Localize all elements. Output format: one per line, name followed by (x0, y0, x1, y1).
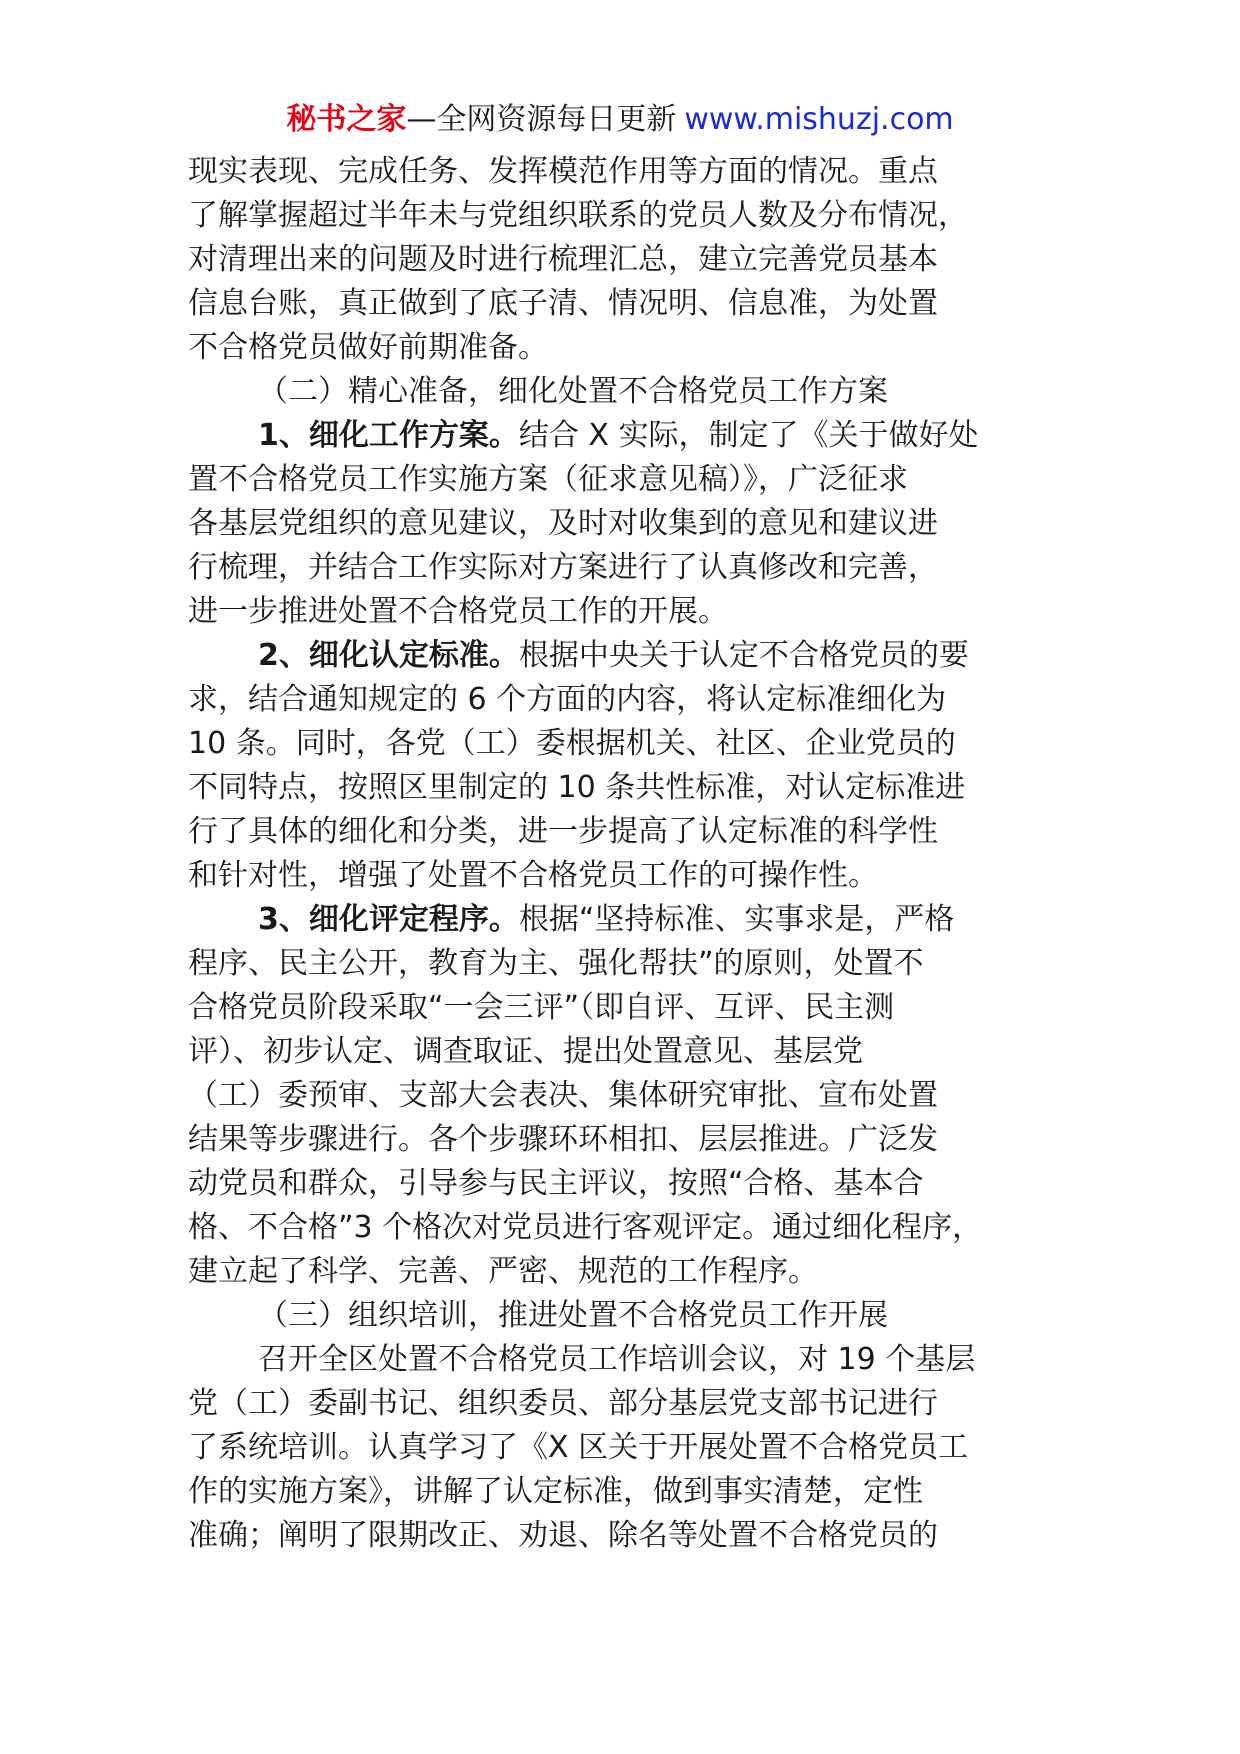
body-line: 评）、初步认定、调查取证、提出处置意见、基层党 (188, 1034, 863, 1069)
body-line: 对清理出来的问题及时进行梳理汇总，建立完善党员基本 (188, 242, 938, 277)
subsection-title: 2、细化认定标准。 (258, 638, 519, 673)
body-line: 合格党员阶段采取“一会三评”（即自评、互评、民主测 (188, 990, 895, 1025)
body-line: 准确；阐明了限期改正、劝退、除名等处置不合格党员的 (188, 1518, 938, 1553)
body-line: 行梳理，并结合工作实际对方案进行了认真修改和完善， (188, 550, 938, 585)
body-line: 进一步推进处置不合格党员工作的开展。 (188, 594, 728, 629)
subsection-line: 2、细化认定标准。根据中央关于认定不合格党员的要 (258, 638, 969, 673)
site-url-link[interactable]: www.mishuzj.com (684, 102, 954, 137)
body-line: 结果等步骤进行。各个步骤环环相扣、层层推进。广泛发 (188, 1122, 938, 1157)
site-brand: 秘书之家 (286, 102, 407, 137)
subsection-title: 1、细化工作方案。 (258, 418, 519, 453)
subsection-line: 3、细化评定程序。根据“坚持标准、实事求是，严格 (258, 902, 955, 937)
body-line: 建立起了科学、完善、严密、规范的工作程序。 (188, 1254, 818, 1289)
site-tagline: —全网资源每日更新 (406, 102, 677, 137)
body-line: 求，结合通知规定的 6 个方面的内容，将认定标准细化为 (188, 682, 947, 717)
section-heading: （三）组织培训，推进处置不合格党员工作开展 (258, 1298, 888, 1333)
body-line: （工）委预审、支部大会表决、集体研究审批、宣布处置 (188, 1078, 938, 1113)
body-line: 不同特点，按照区里制定的 10 条共性标准，对认定标准进 (188, 770, 966, 805)
body-line: 动党员和群众，引导参与民主评议，按照“合格、基本合 (188, 1166, 924, 1201)
body-line: 了解掌握超过半年未与党组织联系的党员人数及分布情况， (188, 198, 968, 233)
document-body (188, 150, 1098, 1558)
body-line: 不合格党员做好前期准备。 (188, 330, 548, 365)
site-header (0, 100, 1240, 140)
body-line: 信息台账，真正做到了底子清、情况明、信息准，为处置 (188, 286, 938, 321)
body-line: 和针对性，增强了处置不合格党员工作的可操作性。 (188, 858, 878, 893)
body-line: 置不合格党员工作实施方案（征求意见稿）》，广泛征求 (188, 462, 908, 497)
body-line: 10 条。同时，各党（工）委根据机关、社区、企业党员的 (188, 726, 956, 761)
body-line: 各基层党组织的意见建议，及时对收集到的意见和建议进 (188, 506, 938, 541)
body-line: 格、不合格”3 个格次对党员进行客观评定。通过细化程序， (188, 1210, 983, 1245)
body-line: 现实表现、完成任务、发挥模范作用等方面的情况。重点 (188, 154, 938, 189)
body-line: 行了具体的细化和分类，进一步提高了认定标准的科学性 (188, 814, 938, 849)
body-line: 程序、民主公开，教育为主、强化帮扶”的原则，处置不 (188, 946, 924, 981)
section-heading: （二）精心准备，细化处置不合格党员工作方案 (258, 374, 888, 409)
body-line: 作的实施方案》，讲解了认定标准，做到事实清楚，定性 (188, 1474, 923, 1509)
subsection-title: 3、细化评定程序。 (258, 902, 519, 937)
body-line: 召开全区处置不合格党员工作培训会议，对 19 个基层 (258, 1342, 976, 1377)
body-line: 党（工）委副书记、组织委员、部分基层党支部书记进行 (188, 1386, 938, 1421)
subsection-line: 1、细化工作方案。结合 X 实际，制定了《关于做好处 (258, 418, 979, 453)
body-line: 了系统培训。认真学习了《X 区关于开展处置不合格党员工 (188, 1430, 969, 1465)
